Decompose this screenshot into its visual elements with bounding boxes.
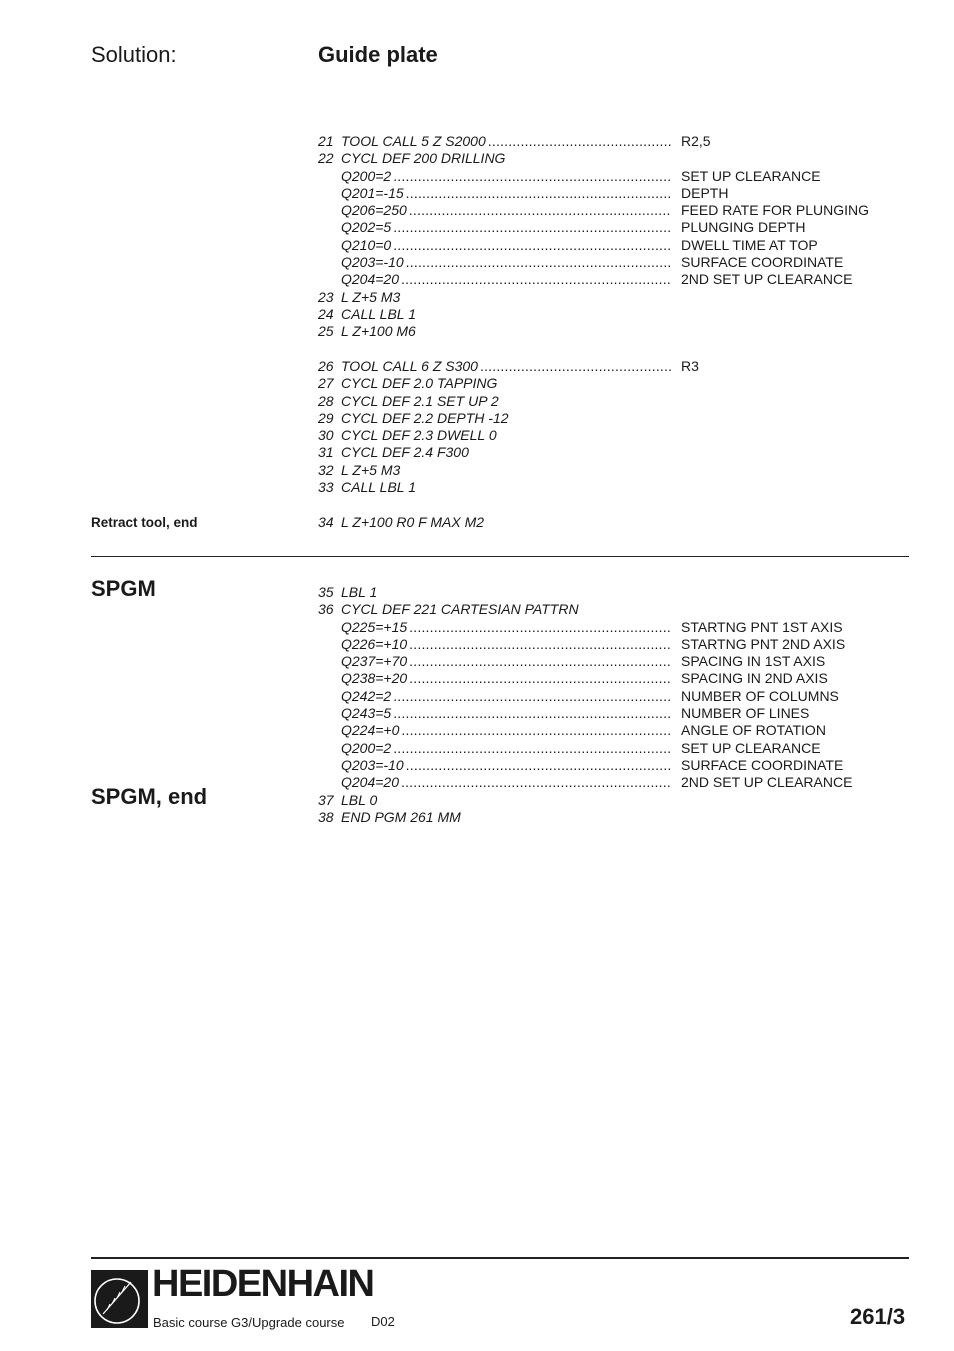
spgm-heading: SPGM <box>91 576 156 601</box>
line-comment: DWELL TIME AT TOP <box>681 236 818 253</box>
program-line <box>318 479 878 496</box>
nc-code: Q226=+10 <box>341 635 408 652</box>
nc-code: Q206=250 <box>341 202 407 219</box>
program-line-leader <box>318 619 671 636</box>
line-number: 32 <box>318 461 334 478</box>
line-number: 37 <box>318 791 334 808</box>
line-number: 27 <box>318 375 334 392</box>
program-line <box>318 133 878 150</box>
program-line-leader <box>318 688 671 705</box>
line-comment: ANGLE OF ROTATION <box>681 722 826 739</box>
nc-code: Q237=+70 <box>341 653 408 670</box>
nc-code: CYCL DEF 2.1 SET UP 2 <box>341 392 499 409</box>
line-number: 29 <box>318 409 334 426</box>
line-comment: NUMBER OF COLUMNS <box>681 687 839 704</box>
nc-code: Q200=2 <box>341 167 392 184</box>
line-number: 30 <box>318 427 334 444</box>
dot-leader <box>393 168 671 185</box>
program-line <box>318 444 878 461</box>
program-line <box>318 185 878 202</box>
page-number: 261/3 <box>850 1304 906 1329</box>
nc-code: CYCL DEF 2.0 TAPPING <box>341 375 498 392</box>
nc-code: L Z+5 M3 <box>341 461 401 478</box>
nc-code: LBL 1 <box>341 584 378 600</box>
dot-leader <box>406 185 671 202</box>
line-comment: SURFACE COORDINATE <box>681 254 844 271</box>
line-comment: SET UP CLEARANCE <box>681 167 821 184</box>
program-line <box>318 289 878 306</box>
line-comment: 2ND SET UP CLEARANCE <box>681 774 853 791</box>
spgm-end-heading: SPGM, end <box>91 784 208 809</box>
program-line-leader <box>318 254 671 271</box>
program-line <box>318 514 878 531</box>
nc-code: Q243=5 <box>341 705 392 722</box>
dot-leader <box>393 688 671 705</box>
nc-code: CYCL DEF 2.4 F300 <box>341 444 469 461</box>
brand-name: HEIDENHAIN <box>152 1263 374 1305</box>
nc-code: Q200=2 <box>341 739 392 756</box>
nc-code: Q225=+15 <box>341 618 408 635</box>
program-line-leader <box>318 740 671 757</box>
program-line <box>318 670 878 687</box>
program-line-leader <box>318 722 671 739</box>
dot-leader <box>393 740 671 757</box>
program-line <box>318 774 878 791</box>
nc-code: Q203=-10 <box>341 756 404 773</box>
line-comment: R3 <box>681 358 699 374</box>
nc-code: CYCL DEF 2.3 DWELL 0 <box>341 427 497 444</box>
dot-leader <box>393 237 671 254</box>
dot-leader <box>393 219 671 236</box>
program-line <box>318 809 878 826</box>
program-line-leader <box>318 185 671 202</box>
line-number: 23 <box>318 288 334 305</box>
retract-label: Retract tool, end <box>91 515 198 530</box>
program-line-leader <box>318 705 671 722</box>
nc-code: Q238=+20 <box>341 670 408 687</box>
program-line <box>318 601 878 618</box>
program-line-leader <box>318 757 671 774</box>
program-line-leader <box>318 670 671 687</box>
program-line-leader <box>318 237 671 254</box>
dot-leader <box>393 705 671 722</box>
program-line <box>318 427 878 444</box>
dot-leader <box>401 271 671 288</box>
program-line <box>318 358 878 375</box>
nc-code: L Z+100 M6 <box>341 323 416 340</box>
dot-leader <box>409 202 671 219</box>
dot-leader <box>401 774 671 791</box>
program-line <box>318 393 878 410</box>
dot-leader <box>409 636 671 653</box>
nc-code: Q201=-15 <box>341 184 404 201</box>
program-block-3 <box>318 514 878 531</box>
program-line <box>318 688 878 705</box>
page-title: Guide plate <box>318 42 438 67</box>
program-line <box>318 722 878 739</box>
line-comment: SURFACE COORDINATE <box>681 756 844 773</box>
program-line <box>318 202 878 219</box>
nc-code: Q204=20 <box>341 774 399 791</box>
program-line <box>318 410 878 427</box>
line-comment: SPACING IN 2ND AXIS <box>681 670 828 687</box>
section-divider <box>91 556 909 557</box>
line-comment: PLUNGING DEPTH <box>681 219 806 236</box>
program-line <box>318 150 878 167</box>
dot-leader <box>409 670 671 687</box>
heidenhain-logo-icon <box>91 1270 148 1328</box>
dot-leader <box>406 757 671 774</box>
program-line <box>318 306 878 323</box>
program-line-leader <box>318 636 671 653</box>
nc-code: CALL LBL 1 <box>341 305 416 322</box>
dot-leader <box>406 254 671 271</box>
nc-code: Q210=0 <box>341 236 392 253</box>
line-number: 35 <box>318 584 334 600</box>
nc-code: TOOL CALL 5 Z S2000 <box>341 133 486 149</box>
line-comment: FEED RATE FOR PLUNGING <box>681 202 869 219</box>
line-number: 33 <box>318 479 334 496</box>
nc-code: Q203=-10 <box>341 254 404 271</box>
program-line <box>318 792 878 809</box>
dot-leader <box>401 722 671 739</box>
line-number: 26 <box>318 358 334 374</box>
program-block-1 <box>318 133 878 341</box>
nc-code: TOOL CALL 6 Z S300 <box>341 358 478 374</box>
program-line-leader <box>318 202 671 219</box>
program-line <box>318 740 878 757</box>
program-line-leader <box>318 168 671 185</box>
line-comment: STARTNG PNT 2ND AXIS <box>681 635 846 652</box>
program-line-leader <box>318 653 671 670</box>
dot-leader <box>480 358 671 375</box>
nc-code: Q242=2 <box>341 687 392 704</box>
program-line-leader <box>318 774 671 791</box>
dot-leader <box>409 619 671 636</box>
program-line <box>318 271 878 288</box>
program-line-leader <box>318 358 671 375</box>
program-line <box>318 584 878 601</box>
program-block-2 <box>318 358 878 496</box>
program-line <box>318 757 878 774</box>
program-line <box>318 375 878 392</box>
program-line <box>318 254 878 271</box>
line-comment: 2ND SET UP CLEARANCE <box>681 271 853 288</box>
program-line <box>318 636 878 653</box>
nc-code: Q202=5 <box>341 219 392 236</box>
line-number: 21 <box>318 133 334 149</box>
line-number: 28 <box>318 392 334 409</box>
program-line <box>318 619 878 636</box>
dot-leader <box>488 133 671 150</box>
line-number: 36 <box>318 601 334 618</box>
line-number: 34 <box>318 514 334 530</box>
program-line <box>318 462 878 479</box>
nc-code: Q224=+0 <box>341 722 400 739</box>
nc-code: Q204=20 <box>341 271 399 288</box>
nc-code: L Z+100 R0 F MAX M2 <box>341 514 485 530</box>
course-name: Basic course G3/Upgrade course <box>153 1315 345 1330</box>
line-comment: SPACING IN 1ST AXIS <box>681 653 826 670</box>
line-comment: NUMBER OF LINES <box>681 705 810 722</box>
program-line-leader <box>318 133 671 150</box>
dot-leader <box>409 653 671 670</box>
program-line <box>318 323 878 340</box>
line-number: 31 <box>318 444 334 461</box>
nc-code: CYCL DEF 200 DRILLING <box>341 150 506 167</box>
program-line-leader <box>318 219 671 236</box>
nc-code: CYCL DEF 221 CARTESIAN PATTRN <box>341 601 579 618</box>
line-comment: DEPTH <box>681 184 729 201</box>
line-comment: SET UP CLEARANCE <box>681 739 821 756</box>
program-line-leader <box>318 271 671 288</box>
line-number: 25 <box>318 323 334 340</box>
program-line <box>318 168 878 185</box>
program-line <box>318 705 878 722</box>
program-block-4 <box>318 584 878 826</box>
nc-code: L Z+5 M3 <box>341 288 401 305</box>
line-number: 24 <box>318 305 334 322</box>
line-number: 38 <box>318 808 334 825</box>
nc-code: END PGM 261 MM <box>341 808 461 825</box>
line-comment: STARTNG PNT 1ST AXIS <box>681 618 843 635</box>
solution-label: Solution: <box>91 42 177 67</box>
program-line <box>318 237 878 254</box>
footer-divider <box>91 1257 909 1259</box>
line-number: 22 <box>318 150 334 167</box>
nc-code: CYCL DEF 2.2 DEPTH -12 <box>341 409 509 426</box>
program-line <box>318 219 878 236</box>
nc-code: CALL LBL 1 <box>341 479 416 496</box>
nc-code: LBL 0 <box>341 791 378 808</box>
document-code: D02 <box>371 1314 395 1329</box>
line-comment: R2,5 <box>681 133 711 149</box>
program-line <box>318 653 878 670</box>
